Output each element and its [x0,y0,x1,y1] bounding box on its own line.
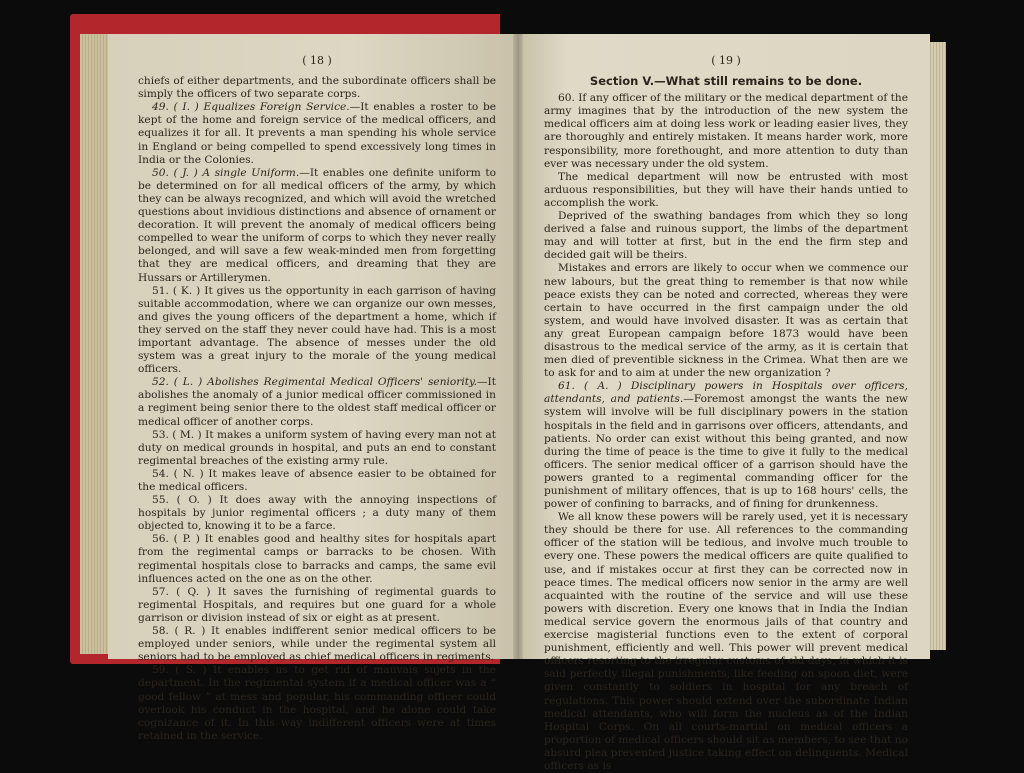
paragraph-text: Mistakes and errors are likely to occur when we commence our new labours, but the great thing to remember is that now while peace exists they can be noted and corrected, whereas they were certain to have occurred in the first campaign under the old system, and would have involved disaster. It was as certain that any great European campaign before 1873 would have been disastrous to the medical service of the army, as it is certain that men died of preventible sickness in the Crimea. What then are we to ask for and to aim at under the new organization ? [544,262,908,380]
paragraph-text: —Foremost amongst the wants the new system will involve will be full disciplinary powers in the station hospitals in the field and in garrisons over officers, attendants, and patients. No order can exist without this being granted, and now during the time of peace is the time to give it fully to the medical officers. The senior medical officer of a garrison should have the powers granted to a regimental commanding officer for the punishment of military offences, that is up to 168 hours' cells, the power of confining to barracks, and of fining for drunkenness. [544,393,908,511]
paragraph [138,625,496,664]
paragraph [138,494,496,533]
left-page-body [138,75,496,743]
paragraph [138,533,496,585]
paragraph [138,376,496,428]
page-number: ( 19 ) [711,54,741,67]
paragraph [138,586,496,625]
left-page [108,34,518,742]
paragraph-heading: 61. ( A. ) Disciplinary powers in Hospitals over officers, attendants, and patients. [544,380,908,406]
paragraph-text: Deprived of the swathing bandages from which they so long derived a false and ruinous support, the limbs of the department may and will totter at first, but in the end the firm step and decided gait will be theirs. [544,210,908,262]
paragraph-text: 51. ( K. ) It gives us the opportunity in each garrison of having suitable accommodation, where we can organize our own messes, and gives the young officers of the department a home, which if they served on the staff they never could have had. This is a most important advantage. The absence of messes under the old system was a great injury to the morale of the young medical officers. [138,284,496,376]
paragraph [138,664,496,743]
paragraph-text: 53. ( M. ) It makes a uniform system of having every man not at duty on medical grounds in hospital, and puts an end to constant regimental breaches of the existing army rule. [138,428,496,467]
paragraph-heading: 50. ( J. ) A single Uniform. [152,166,300,179]
right-page-body [544,92,908,773]
paragraph-text: The medical department will now be entrusted with most arduous responsibilities, but they will have their hands untied to accomplish the work. [544,170,908,209]
paragraph-text: 54. ( N. ) It makes leave of absence easier to be obtained for the medical officers. [138,467,496,493]
paragraph-text: 60. If any officer of the military or the medical department of the army imagines that by the introduction of the new system the medical officers aim at doing less work or leading easier lives, they are thoroughly and entirely mistaken. It means harder work, more responsibility, more forethought, and more attention to duty than ever was necessary under the old system. [544,92,908,170]
paragraph [544,171,908,210]
open-book [70,14,946,772]
paragraph [138,101,496,166]
paragraph [544,92,908,171]
page-number: ( 18 ) [302,54,332,67]
paragraph-text: 56. ( P. ) It enables good and healthy sites for hospitals apart from the regimental camps or barracks to be chosen. With regimental hospitals close to barracks and camps, the same evil influences acted on the one as on the other. [138,533,496,585]
paragraph-text: —It enables a roster to be kept of the home and foreign service of the medical officers, and equalizes it for all. It prevents a man spending his whole service in England or being compelled to spend excessively long times in India or the Colonies. [138,101,496,166]
paragraph [544,380,908,511]
paragraph [544,511,908,773]
paragraph [138,429,496,468]
paragraph-heading: 52. ( L. ) Abolishes Regimental Medical Officers' seniority. [152,376,477,389]
paragraph-heading: 49. ( I. ) Equalizes Foreign Service. [152,101,350,114]
paragraph [138,167,496,285]
right-page [518,34,930,772]
paragraph-text: chiefs of either departments, and the subordinate officers shall be simply the officers of two separate corps. [138,75,496,101]
paragraph-text: —It enables one definite uniform to be determined on for all medical officers of the army, by which they can be always recognized, and which will avoid the wretched questions about invidious distinctions and absence of ornament or decoration. It will prevent the anomaly of medical officers being compelled to wear the uniform of corps to which they never really belonged, and will save a few weak-minded men from forgetting that they are medical officers, and dreaming that they are Hussars or Artillerymen. [138,166,497,284]
paragraph-text: 58. ( R. ) It enables indifferent senior medical officers to be employed under seniors, while under the regimental system all seniors had to be employed as chief medical officers in regiments. [138,625,496,664]
page-edges-right [928,42,946,650]
paragraph [138,285,496,377]
paragraph [138,75,496,101]
paragraph-text: 55. ( O. ) It does away with the annoying inspections of hospitals by junior regimental officers ; a duty many of them objected to, knowing it to be a farce. [138,494,496,533]
paragraph [138,468,496,494]
section-title: Section V.—What still remains to be done. [589,74,863,89]
paragraph [544,210,908,262]
paragraph-text: We all know these powers will be rarely used, yet it is necessary they should be there for use. All references to the commanding officer of the station will be tedious, and involve much trouble to every one. These powers the medical officers are quite qualified to use, and if mistakes occur at first they can be corrected now in peace times. The medical officers now senior in the army are well acquainted with the routine of the service and will use these powers with discretion. Every one knows that in India the Indian medical service govern the enormous jails of that country and exercise magisterial functions even to the extent of corporal punishment, efficiently and well. This power will prevent medical officers resorting to the irregular customs of old days, in which it is said perfectly illegal punishments, like feeding on spoon diet, were given constantly to soldiers in hospital for any breach of regulations. This power should extend over the subordinate Indian medical attendants, who will form the nucleus as of the Indian Hospital Corps. On all courts-martial on medical officers a proportion of medical officers should sit as members, to see that no absurd plea prevented justice taking effect on delinquents. Medical officers as is [544,511,908,772]
paragraph-text: 59. ( S. ) It enables us to get rid of mauvais sujets in the department. In the regimental system if a medical officer was a “ good fellow ” at mess and popular, his commanding officer could overlook his conduct in the hospital, and he alone could take cognizance of it. In this way indifferent officers were at times retained in the service. [138,664,496,742]
paragraph-text: 57. ( Q. ) It saves the furnishing of regimental guards to regimental Hospitals, and requires but one guard for a whole garrison or division instead of six or eight as at present. [138,585,496,624]
paragraph-text: —It abolishes the anomaly of a junior medical officer commissioned in a regiment being senior there to the oldest staff medical officer or medical officer of another corps. [138,376,496,428]
book-spine [513,34,523,659]
paragraph [544,262,908,380]
page-edges-left [80,34,110,654]
